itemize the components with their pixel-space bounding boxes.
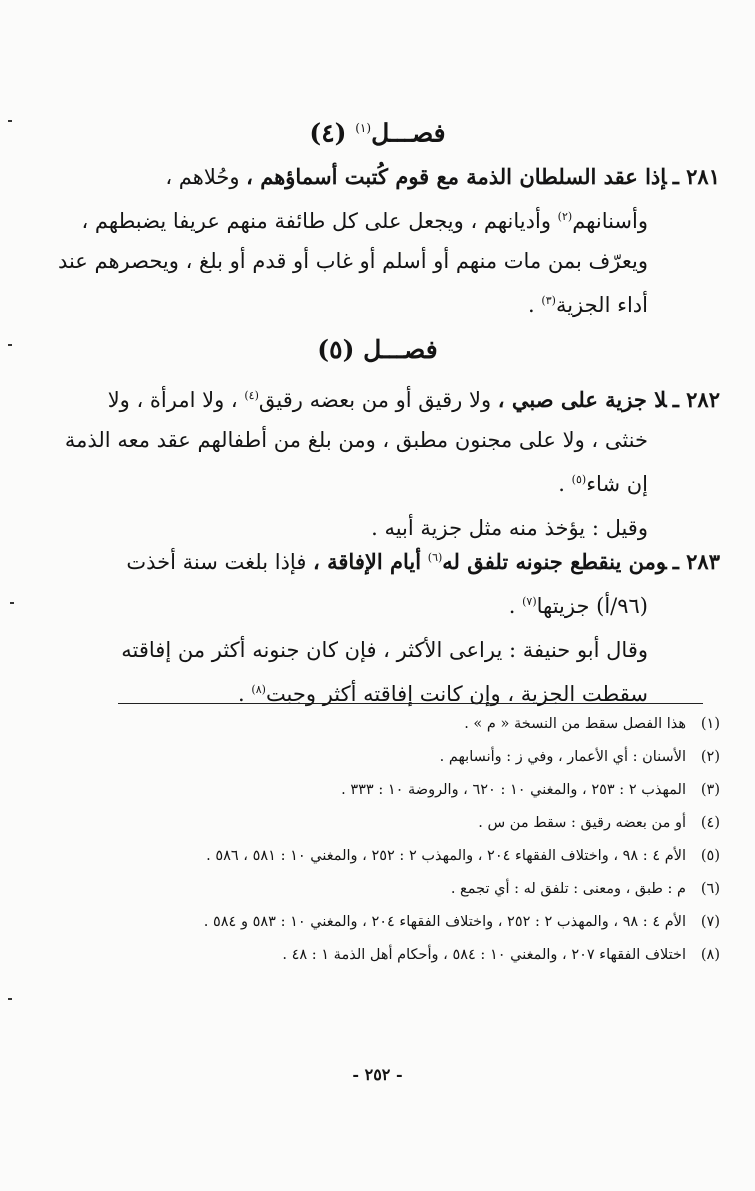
footnote-item: (٢) الأسنان : أي الأعمار ، وفي ز : وأنسابهم . <box>439 749 720 765</box>
footnote-item: (٦) م : طبق ، ومعنى : تلفق له : أي تجمع . <box>450 881 720 897</box>
footnotes <box>40 708 720 972</box>
footnote-ref-4: (٤) <box>244 389 259 402</box>
section-heading-text: فصـــل <box>371 118 446 148</box>
scan-mark <box>8 344 12 346</box>
footnote-item: (٥) الأم ٤ : ٩٨ ، واختلاف الفقهاء ٢٠٤ ، والمهذب ٢ : ٢٥٢ ، والمغني ١٠ : ٥٨١ ، ٥٨٦ . <box>206 848 720 864</box>
footnote-ref-2: (٢) <box>557 210 573 223</box>
paragraph-number: ٢٨٢ ـ <box>672 387 720 412</box>
paragraph-282: ٢٨٢ ـلا جزية على صبي ، ولا رقيق أو من بعضه رقيق$^{(٤)}$ ، ولا امرأة ، ولا خنثى ، ولا على مجنون مطبق ، ومن بلغ من أطفالهم عقد معه الذمة إن شاء$^{(٥)}$ . وقيل : يؤخذ منه مثل جزية أبيه . <box>40 376 720 548</box>
scan-mark <box>10 602 14 604</box>
section-number: (٥) <box>317 335 355 364</box>
paragraph-line: ويعرّف بمن مات منهم أو أسلم أو غاب أو قدم أو بلغ ، ويحصرهم عند <box>57 249 648 273</box>
section-heading-text: فصـــل <box>363 335 438 364</box>
footnote-item: (١) هذا الفصل سقط من النسخة « م » . <box>464 716 720 732</box>
footnote-ref-7: (٧) <box>522 595 537 608</box>
paragraph-281 <box>40 157 720 325</box>
scan-mark <box>8 120 12 122</box>
paragraph-line: إن شاء$^{(٥)}$ . <box>558 472 648 496</box>
paragraph-lead: إذا عقد السلطان الذمة مع قوم كُتبت أسماؤهم ، <box>246 164 667 189</box>
paragraph-283: ٢٨٣ ـومن ينقطع جنونه تلفق له$^{(٦)}$ أيام الإفاقة ، فإذا بلغت سنة أخذت (٩٦/أ) جزيتها$^{(٧)}$ . وقال أبو حنيفة : يراعى الأكثر ، فإن كان جنونه أكثر من إفاقته سقطت الجزية ، وإن كانت إفاقته أكثر وجبت$^{(٨)}$ . <box>40 538 720 714</box>
footnote-separator <box>118 703 703 704</box>
paragraph-line: وأسنانهم$^{(٢)}$ وأديانهم ، ويجعل على كل طائفة منهم عريفا يضبطهم ، <box>81 209 648 233</box>
footnote-item: (٧) الأم ٤ : ٩٨ ، والمهذب ٢ : ٢٥٢ ، واختلاف الفقهاء ٢٠٤ ، والمغني ١٠ : ٥٨٣ و ٥٨٤ . <box>203 914 720 930</box>
footnote-ref-5: (٥) <box>571 473 587 486</box>
footnote-item: (٣) المهذب ٢ : ٢٥٣ ، والمغني ١٠ : ٦٢٠ ، والروضة ١٠ : ٣٣٣ . <box>341 782 720 798</box>
footnote-item: (٤) أو من بعضه رقيق : سقط من س . <box>478 815 720 831</box>
footnote-item: (٨) اختلاف الفقهاء ٢٠٧ ، والمغني ١٠ : ٥٨٤ ، وأحكام أهل الذمة ١ : ٤٨ . <box>282 947 720 963</box>
scan-mark <box>8 998 12 1000</box>
footnote-ref-1: (١) <box>355 121 372 135</box>
paragraph-line: سقطت الجزية ، وإن كانت إفاقته أكثر وجبت$^{(٨)}$ . <box>238 682 648 706</box>
paragraph-text: وحُلاهم ، <box>165 165 240 189</box>
footnote-ref-8: (٨) <box>251 683 266 696</box>
section-number: (٤) <box>309 118 347 148</box>
paragraph-line: (٩٦/أ) جزيتها$^{(٧)}$ . <box>508 594 648 618</box>
footnote-ref-6: (٦) <box>427 551 443 564</box>
section-heading-5 <box>0 330 755 370</box>
paragraph-line: أداء الجزية$^{(٣)}$ . <box>528 293 648 317</box>
paragraph-lead: ومن ينقطع جنونه تلفق له <box>442 549 667 574</box>
paragraph-number: ٢٨١ ـ <box>672 164 720 189</box>
paragraph-line: خنثى ، ولا على مجنون مطبق ، ومن بلغ من أطفالهم عقد معه الذمة <box>64 428 648 452</box>
paragraph-number: ٢٨٣ ـ <box>672 549 720 574</box>
paragraph-lead: لا جزية على صبي ، <box>497 387 667 412</box>
footnote-ref-3: (٣) <box>541 294 556 307</box>
paragraph-line: وقيل : يؤخذ منه مثل جزية أبيه . <box>371 516 648 540</box>
paragraph-line: وقال أبو حنيفة : يراعى الأكثر ، فإن كان جنونه أكثر من إفاقته <box>121 638 648 662</box>
section-heading-4 <box>0 108 755 153</box>
page-number: - ٢٥٢ - <box>352 1065 403 1084</box>
